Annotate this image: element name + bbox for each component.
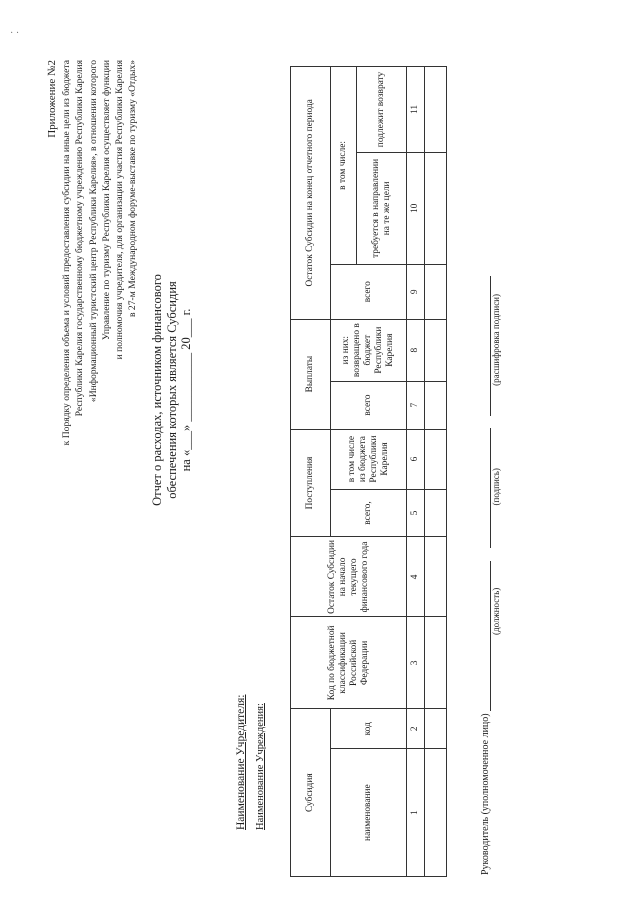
column-numbers-row [407, 67, 425, 877]
col-number: 6 [407, 429, 425, 489]
appendix-number: Приложение №2 [46, 60, 58, 138]
appendix-line: к Порядку определения объема и условий предоставления субсидии на иные цели из бюджета [61, 60, 73, 446]
institution-name-label: Наименование Учреждения: [255, 703, 266, 830]
decode-caption: (расшифровка подписи) [491, 294, 501, 386]
col-number: 9 [407, 264, 425, 319]
header-name: наименование [331, 749, 407, 877]
appendix-line: «Информационный туристский центр Республики Карелия», в отношении которого [87, 60, 99, 403]
col-number: 4 [407, 537, 425, 617]
col-number: 5 [407, 489, 425, 537]
signature-block [480, 276, 501, 875]
appendix-line: Управление по туризму Республики Карелия осуществляет функции [100, 60, 112, 341]
position-line [480, 561, 491, 711]
sign-caption: (подпись) [491, 468, 501, 506]
expense-report-table [290, 66, 447, 877]
col-number: 8 [407, 319, 425, 381]
appendix-line: Республики Карелия государственному бюджетному учреждению Республики Карелия [74, 60, 86, 417]
header-balance-end: Остаток Субсидии на конец отчетного периода [291, 67, 331, 320]
report-title-line: обеспечения которых является Субсидия [164, 281, 179, 499]
header-receipts-from-budget: в том числе из бюджета Республики Карелия [331, 429, 407, 489]
decode-line [480, 276, 491, 416]
col-number: 3 [407, 617, 425, 709]
appendix-line: и полномочия учредителя, для организации участия Республики Карелия [114, 60, 126, 360]
appendix-line: в 27-м Международном форуме-выставке по туризму «Отдых» [127, 60, 139, 318]
appendix-header [46, 60, 139, 580]
header-payments: Выплаты [291, 319, 331, 429]
report-title [150, 220, 194, 560]
header-subsidy: Субсидия [291, 709, 331, 877]
table-row [425, 67, 447, 877]
header-balance-total: всего [331, 264, 407, 319]
report-title-line: Отчет о расходах, источником финансового [150, 274, 164, 506]
col-number: 10 [407, 152, 425, 264]
header-payments-returned: из них: возвращено в бюджет Республики Карелия [331, 319, 407, 381]
header-receipts: Поступления [291, 429, 331, 537]
header-budget-code: Код по бюджетной классификации Российской Федерации [291, 617, 407, 709]
col-number: 11 [407, 67, 425, 153]
signature-label: Руководитель (уполномоченное лицо) [480, 713, 491, 875]
header-required-same-purpose: требуется в направлении на те же цели [357, 152, 407, 264]
header-receipts-total: всего, [331, 489, 407, 537]
founder-name-label: Наименование Учредителя: [235, 694, 247, 830]
header-to-return: подлежит возврату [357, 67, 407, 153]
col-number: 7 [407, 381, 425, 429]
header-payments-total: всего [331, 381, 407, 429]
header-including: в том числе: [331, 67, 357, 265]
header-balance-start: Остаток Субсидии на начало текущего финансового года [291, 537, 407, 617]
header-code: код [331, 709, 407, 749]
report-date-line: на «___» ___________ 20___ г. [179, 308, 193, 472]
sign-line [480, 428, 491, 548]
col-number: 1 [407, 749, 425, 877]
position-caption: (должность) [491, 587, 501, 635]
col-number: 2 [407, 709, 425, 749]
scan-marks: · · [10, 28, 20, 39]
